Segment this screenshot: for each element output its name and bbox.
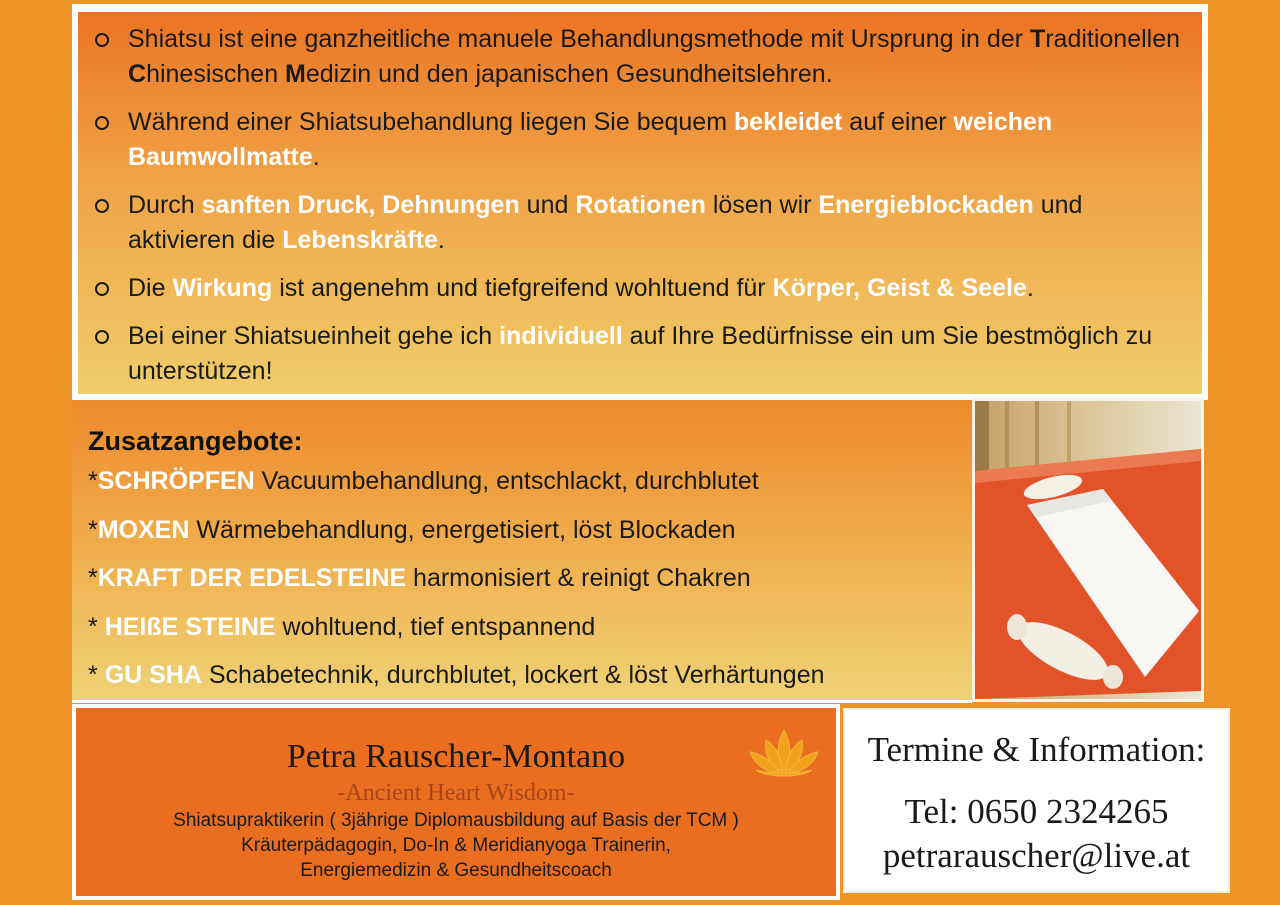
highlighted-text: sanften Druck, Dehnungen [201,191,520,219]
extra-offer-prefix: * [88,564,98,592]
intro-bullet-list [92,22,1192,402]
extra-offer-description: harmonisiert & reinigt Chakren [406,564,751,592]
circle-bullet-icon [95,116,109,130]
extra-offer-prefix: * [88,467,98,495]
circle-bullet-icon [95,199,109,213]
bullet-text: Die [128,274,173,302]
bullet-text: hinesischen [146,60,286,88]
bullet-text: und [519,191,576,219]
practitioner-panel [72,704,840,900]
extra-offer-name: KRAFT DER EDELSTEINE [97,564,407,592]
extra-offer-prefix: * [88,515,98,544]
bullet-text: ist angenehm und tiefgreifend wohltuend für [272,274,773,302]
extra-offer-name: MOXEN [97,515,190,544]
bullet-text: . [312,143,320,171]
bullet-text: . [1026,274,1034,302]
bullet-text: lösen wir [705,191,819,219]
highlighted-text: individuell [499,322,623,350]
treatment-room-image [975,401,1201,699]
intro-panel-inner [78,12,1202,394]
bullet-text: raditionellen [1045,25,1181,53]
practitioner-line-1: Shiatsupraktikerin ( 3jährige Diplomausbildung auf Basis der TCM ) [173,810,739,831]
contact-card [843,708,1230,893]
bullet-text: Durch [128,191,202,219]
extra-offer-item [88,610,825,659]
bullet-text: Shiatsu ist eine ganzheitliche manuele Behandlungsmethode mit Ursprung in der [128,25,1030,53]
extras-panel [72,400,972,703]
extra-offer-item [88,658,825,707]
circle-bullet-icon [95,33,109,47]
extra-offer-prefix: * [88,661,105,689]
extra-offer-description: wohltuend, tief entspannend [275,612,596,641]
bullet-text: C [128,60,147,88]
bullet-text: T [1029,25,1046,53]
treatment-room-photo [972,398,1204,702]
bullet-text: Während einer Shiatsubehandlung liegen Sie bequem [128,108,734,136]
bullet-text: auf Ihre Bedürfnisse ein um Sie bestmöglich zu unterstützen! [128,322,1153,385]
intro-bullet [92,319,1192,389]
extra-offer-description: Schabetechnik, durchblutet, lockert & löst Verhärtungen [201,661,825,689]
circle-bullet-icon [95,282,109,296]
circle-bullet-icon [95,330,109,344]
intro-bullet [92,105,1192,175]
bullet-text: Bei einer Shiatsueinheit gehe ich [128,322,500,350]
extra-offer-description: Vacuumbehandlung, entschlackt, durchblutet [254,467,759,495]
extra-offer-item [88,561,825,610]
extra-offer-name: SCHRÖPFEN [97,467,255,495]
bullet-text: und aktivieren die [128,191,1083,254]
contact-phone: Tel: 0650 2324265 [904,792,1169,831]
practitioner-subtitle: -Ancient Heart Wisdom- [337,780,575,806]
extra-offer-item [88,513,825,562]
contact-email: petrarauscher@live.at [882,836,1191,875]
highlighted-text: bekleidet [733,108,843,136]
extras-list [88,464,825,707]
bullet-text: M [285,60,306,88]
extras-title: Zusatzangebote: [88,426,303,456]
intro-bullet [92,22,1192,92]
extra-offer-item [88,464,825,513]
intro-bullet [92,188,1192,258]
bullet-text: edizin und den japanischen Gesundheitslehren. [305,60,833,88]
bullet-text: auf einer [842,108,954,136]
highlighted-text: Wirkung [172,274,273,302]
extra-offer-name: GU SHA [104,661,202,689]
bullet-text: . [437,226,445,254]
highlighted-text: weichen Baumwollmatte [128,108,1053,171]
highlighted-text: Lebenskräfte [282,226,438,254]
practitioner-line-2: Kräuterpädagogin, Do-In & Meridianyoga Trainerin, [241,835,671,856]
intro-bullet [92,271,1192,306]
extra-offer-description: Wärmebehandlung, energetisiert, löst Blockaden [189,515,736,544]
highlighted-text: Rotationen [575,191,706,219]
highlighted-text: Energieblockaden [818,191,1034,219]
practitioner-line-3: Energiemedizin & Gesundheitscoach [300,860,612,881]
lotus-icon [746,726,822,782]
extra-offer-prefix: * [88,612,105,641]
highlighted-text: Körper, Geist & Seele [772,274,1027,302]
intro-panel [72,4,1208,400]
practitioner-name: Petra Rauscher-Montano [286,738,626,775]
contact-heading: Termine & Information: [867,730,1206,769]
extra-offer-name: HEIßE STEINE [104,612,276,641]
